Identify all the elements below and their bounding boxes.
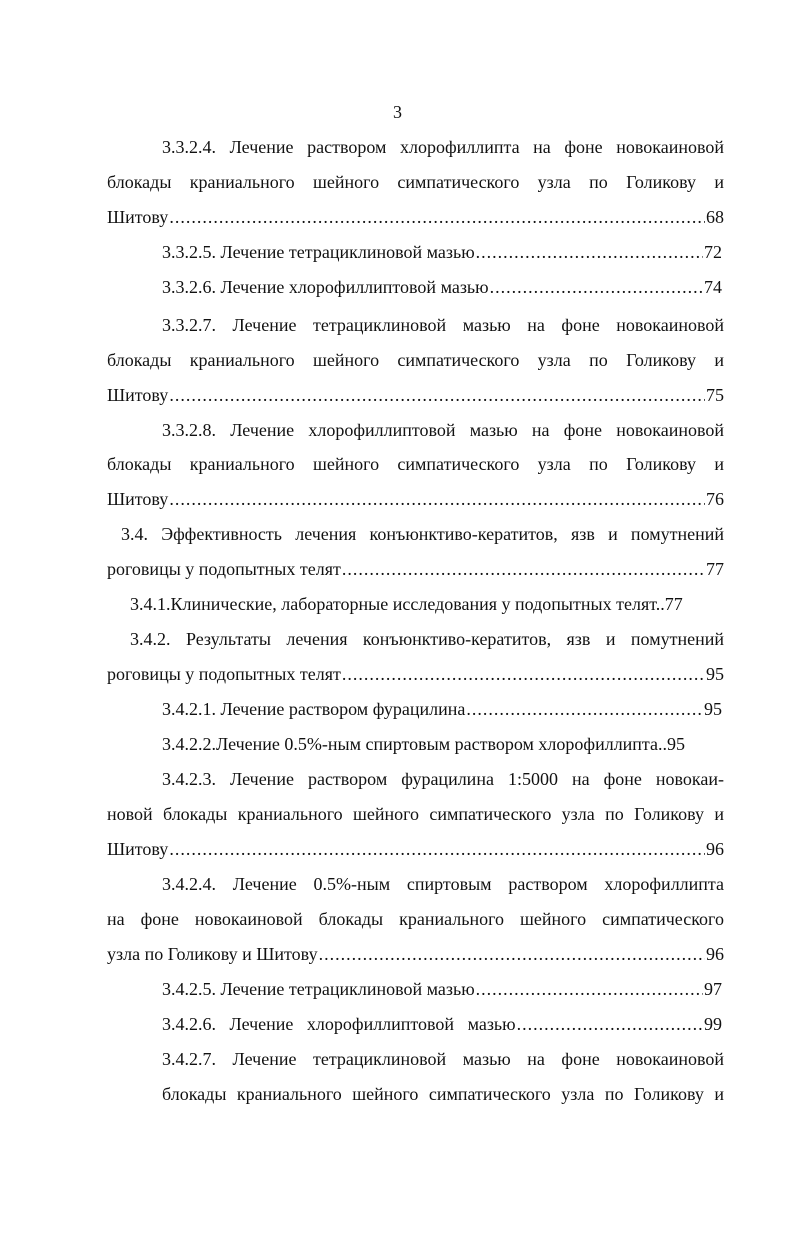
toc-line: 3.4.2. Результаты лечения конъюнктиво-кератитов, язв и помутнений <box>130 629 724 649</box>
toc-line <box>162 240 722 264</box>
toc-page-ref: 95 <box>704 699 722 719</box>
toc-page-ref: 77 <box>664 594 683 614</box>
toc-entry-title: 3.4.2.6. Лечение хлорофиллиптовой мазью <box>162 1014 516 1034</box>
toc-line <box>162 732 722 756</box>
dot-leader <box>517 1012 703 1036</box>
toc-page-ref: 96 <box>706 839 724 859</box>
toc-page-ref: 72 <box>704 242 722 262</box>
toc-line: 3.4. Эффективность лечения конъюнктиво-кератитов, язв и помутнений <box>121 524 724 544</box>
toc-page-ref: 77 <box>706 559 724 579</box>
toc-line <box>107 487 724 511</box>
toc-page-ref: 75 <box>706 385 724 405</box>
toc-page-ref: 68 <box>706 207 724 227</box>
dot-leader <box>169 487 705 511</box>
toc-line: блокады краниального шейного симпатического узла по Голикову и <box>162 1084 724 1104</box>
toc-line <box>162 697 722 721</box>
toc-page-ref: 74 <box>704 277 722 297</box>
toc-page-ref: 96 <box>706 944 724 964</box>
dot-leader <box>342 557 705 581</box>
page-number: 3 <box>393 102 402 122</box>
toc-line <box>107 557 724 581</box>
toc-line: 3.3.2.4. Лечение раствором хлорофиллипта на фоне новокаиновой <box>162 137 724 157</box>
dot-leader <box>169 205 705 229</box>
toc-entry-title: Шитову <box>107 839 169 859</box>
dot-leader <box>476 240 703 264</box>
toc-line: новой блокады краниального шейного симпатического узла по Голикову и <box>107 804 724 824</box>
toc-page-ref: 95 <box>667 734 686 754</box>
toc-page-ref: 97 <box>704 979 722 999</box>
toc-entry-title: 3.3.2.5. Лечение тетрациклиновой мазью <box>162 242 475 262</box>
toc-line <box>107 837 724 861</box>
toc-line <box>107 662 724 686</box>
toc-entry-title: 3.4.2.5. Лечение тетрациклиновой мазью <box>162 979 475 999</box>
toc-entry-title: Шитову <box>107 385 169 405</box>
toc-entry-title: узла по Голикову и Шитову <box>107 944 318 964</box>
toc-line <box>107 383 724 407</box>
dot-leader <box>342 662 705 686</box>
dot-leader <box>490 275 703 299</box>
toc-entry-title: Шитову <box>107 489 169 509</box>
toc-line: блокады краниального шейного симпатического узла по Голикову и <box>107 350 724 370</box>
dot-leader <box>169 383 705 407</box>
toc-line <box>162 275 722 299</box>
toc-line: блокады краниального шейного симпатического узла по Голикову и <box>107 454 724 474</box>
toc-entry-title: 3.4.2.2.Лечение 0.5%-ным спиртовым раствором хлорофиллипта.. <box>162 734 668 754</box>
toc-line: 3.3.2.8. Лечение хлорофиллиптовой мазью на фоне новокаиновой <box>162 420 724 440</box>
toc-line: 3.4.2.3. Лечение раствором фурацилина 1:5000 на фоне новокаи- <box>162 769 724 789</box>
toc-line <box>130 592 722 616</box>
toc-page-ref: 99 <box>704 1014 722 1034</box>
toc-entry-title: 3.4.1.Клинические, лабораторные исследования у подопытных телят.. <box>130 594 665 614</box>
toc-entry-title: 3.3.2.6. Лечение хлорофиллиптовой мазью <box>162 277 489 297</box>
dot-leader <box>169 837 705 861</box>
dot-leader <box>466 697 703 721</box>
toc-line: 3.4.2.7. Лечение тетрациклиновой мазью на фоне новокаиновой <box>162 1049 724 1069</box>
toc-line: блокады краниального шейного симпатического узла по Голикову и <box>107 172 724 192</box>
toc-line <box>162 977 722 1001</box>
toc-line <box>107 205 724 229</box>
toc-line: 3.3.2.7. Лечение тетрациклиновой мазью на фоне новокаиновой <box>162 315 724 335</box>
toc-entry-title: роговицы у подопытных телят <box>107 559 341 579</box>
toc-page-ref: 95 <box>706 664 724 684</box>
toc-line: 3.4.2.4. Лечение 0.5%-ным спиртовым раствором хлорофиллипта <box>162 874 724 894</box>
toc-line <box>107 942 724 966</box>
toc-page-ref: 76 <box>706 489 724 509</box>
toc-entry-title: роговицы у подопытных телят <box>107 664 341 684</box>
toc-entry-title: Шитову <box>107 207 169 227</box>
toc-entry-title: 3.4.2.1. Лечение раствором фурацилина <box>162 699 466 719</box>
dot-leader <box>319 942 705 966</box>
dot-leader <box>476 977 703 1001</box>
toc-line <box>162 1012 722 1036</box>
toc-line: на фоне новокаиновой блокады краниального шейного симпатического <box>107 909 724 929</box>
